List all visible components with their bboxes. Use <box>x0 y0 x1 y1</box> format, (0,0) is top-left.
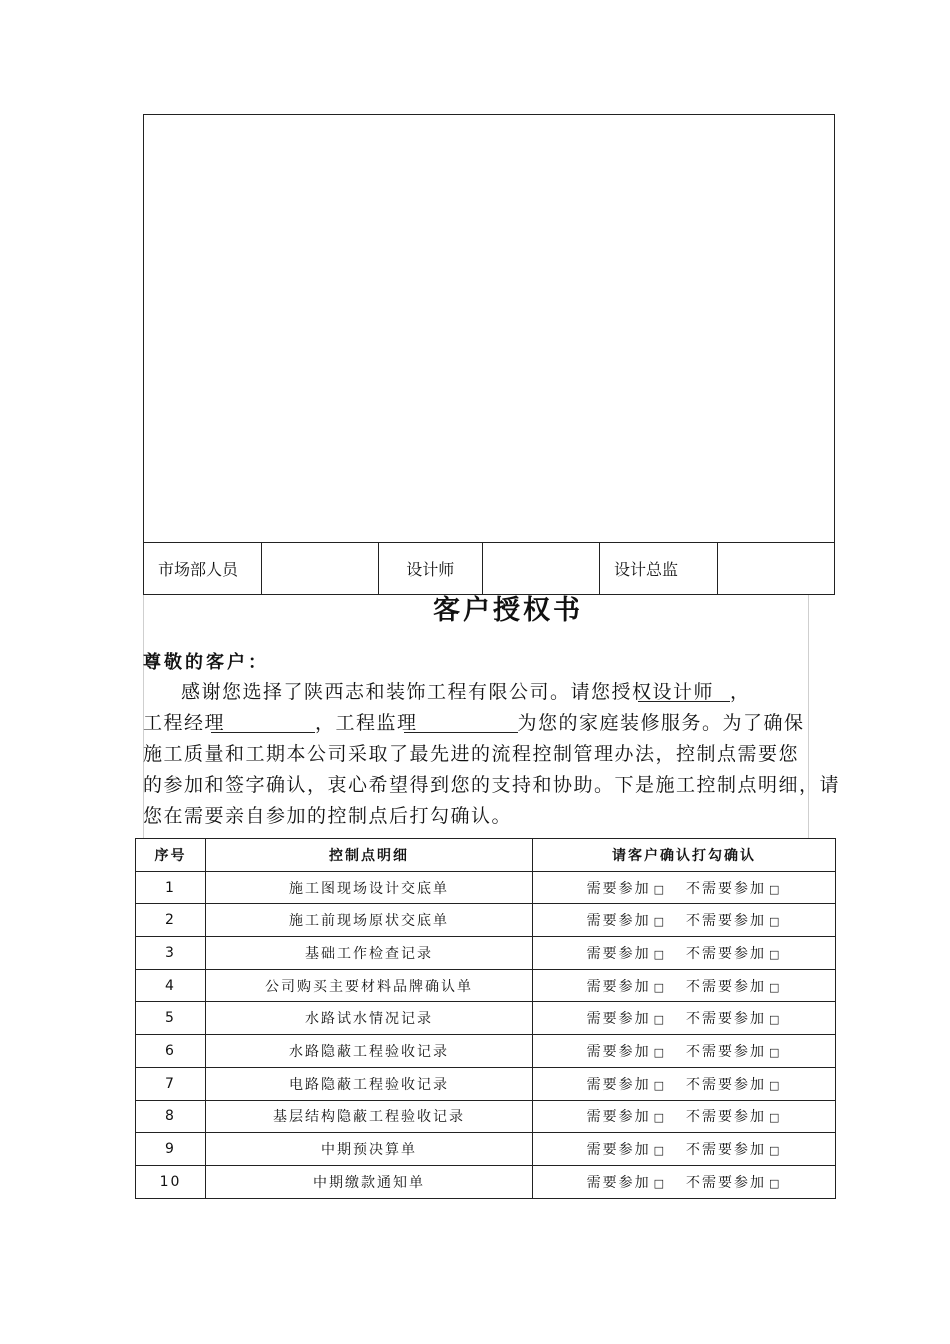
letter-line-4: 的参加和签字确认，衷心希望得到您的支持和协助。下是施工控制点明细，请 <box>143 774 841 796</box>
letter-line-2-b: ，工程监理 <box>315 712 418 734</box>
no-need-attend-label: 不需要参加 <box>686 1043 766 1060</box>
design-frame-box <box>143 114 835 595</box>
row-seq: 8 <box>136 1100 206 1133</box>
letter-line-2-c: 为您的家庭装修服务。为了确保 <box>517 712 805 734</box>
need-attend-label: 需要参加 <box>586 880 651 897</box>
no-need-attend-label: 不需要参加 <box>686 1076 766 1093</box>
no-need-attend-checkbox[interactable]: □ <box>769 1078 782 1092</box>
no-need-attend-label: 不需要参加 <box>686 1109 766 1126</box>
marketing-staff-label: 市场部人员 <box>144 543 262 594</box>
no-need-attend-label: 不需要参加 <box>686 880 766 897</box>
row-seq: 9 <box>136 1133 206 1166</box>
letter-line-3: 施工质量和工期本公司采取了最先进的流程控制管理办法，控制点需要您 <box>143 743 800 765</box>
need-attend-label: 需要参加 <box>586 978 651 995</box>
no-need-attend-option[interactable] <box>686 976 781 996</box>
row-confirm <box>533 1133 836 1166</box>
row-confirm <box>533 969 836 1002</box>
signature-row <box>144 542 834 594</box>
need-attend-option[interactable] <box>587 1106 666 1126</box>
table-row <box>136 904 836 937</box>
row-confirm <box>533 937 836 970</box>
row-item: 基层结构隐蔽工程验收记录 <box>206 1100 533 1133</box>
no-need-attend-checkbox[interactable]: □ <box>769 1144 782 1158</box>
need-attend-label: 需要参加 <box>586 1142 651 1159</box>
table-row <box>136 969 836 1002</box>
need-attend-option[interactable] <box>587 1008 666 1028</box>
row-seq: 2 <box>136 904 206 937</box>
no-need-attend-option[interactable] <box>686 943 781 963</box>
need-attend-checkbox[interactable]: □ <box>653 882 666 896</box>
row-item: 施工前现场原状交底单 <box>206 904 533 937</box>
row-confirm <box>533 1002 836 1035</box>
letter-line-1 <box>143 677 849 708</box>
row-seq: 1 <box>136 871 206 904</box>
row-item: 水路试水情况记录 <box>206 1002 533 1035</box>
row-item: 施工图现场设计交底单 <box>206 871 533 904</box>
table-row <box>136 871 836 904</box>
greeting: 尊敬的客户： <box>143 652 269 673</box>
no-need-attend-checkbox[interactable]: □ <box>769 1013 782 1027</box>
designer-name-blank[interactable] <box>638 681 730 702</box>
row-confirm <box>533 904 836 937</box>
table-row <box>136 937 836 970</box>
row-confirm <box>533 1035 836 1068</box>
header-seq: 序号 <box>136 839 206 872</box>
letter-line-2-a: 工程经理 <box>143 712 226 734</box>
need-attend-option[interactable] <box>587 943 666 963</box>
no-need-attend-checkbox[interactable]: □ <box>769 1045 782 1059</box>
need-attend-option[interactable] <box>587 1172 666 1192</box>
no-need-attend-option[interactable] <box>686 1172 781 1192</box>
need-attend-option[interactable] <box>587 910 666 930</box>
row-confirm <box>533 1067 836 1100</box>
no-need-attend-checkbox[interactable]: □ <box>769 947 782 961</box>
no-need-attend-option[interactable] <box>686 1008 781 1028</box>
letter-line-2 <box>143 708 849 739</box>
no-need-attend-label: 不需要参加 <box>686 1174 766 1191</box>
supervisor-blank[interactable] <box>404 712 518 733</box>
no-need-attend-checkbox[interactable]: □ <box>769 1111 782 1125</box>
need-attend-label: 需要参加 <box>586 913 651 930</box>
need-attend-checkbox[interactable]: □ <box>653 915 666 929</box>
row-seq: 7 <box>136 1067 206 1100</box>
no-need-attend-label: 不需要参加 <box>686 978 766 995</box>
page-title: 客户授权书 <box>433 595 583 626</box>
need-attend-label: 需要参加 <box>586 1043 651 1060</box>
marketing-staff-signature-field[interactable] <box>262 543 380 594</box>
need-attend-checkbox[interactable]: □ <box>653 980 666 994</box>
need-attend-label: 需要参加 <box>586 945 651 962</box>
need-attend-checkbox[interactable]: □ <box>653 1111 666 1125</box>
need-attend-option[interactable] <box>587 878 666 898</box>
row-item: 中期预决算单 <box>206 1133 533 1166</box>
no-need-attend-checkbox[interactable]: □ <box>769 1176 782 1190</box>
row-item: 公司购买主要材料品牌确认单 <box>206 969 533 1002</box>
row-confirm <box>533 1100 836 1133</box>
need-attend-checkbox[interactable]: □ <box>653 1045 666 1059</box>
designer-signature-field[interactable] <box>483 543 601 594</box>
row-seq: 3 <box>136 937 206 970</box>
row-item: 基础工作检查记录 <box>206 937 533 970</box>
letter-line-5: 您在需要亲自参加的控制点后打勾确认。 <box>143 805 513 827</box>
table-row <box>136 1100 836 1133</box>
table-row <box>136 1165 836 1198</box>
row-item: 中期缴款通知单 <box>206 1165 533 1198</box>
need-attend-checkbox[interactable]: □ <box>653 1144 666 1158</box>
no-need-attend-checkbox[interactable]: □ <box>769 980 782 994</box>
need-attend-label: 需要参加 <box>586 1109 651 1126</box>
row-seq: 6 <box>136 1035 206 1068</box>
row-item: 水路隐蔽工程验收记录 <box>206 1035 533 1068</box>
row-item: 电路隐蔽工程验收记录 <box>206 1067 533 1100</box>
row-seq: 10 <box>136 1165 206 1198</box>
letter-line-1-end: ， <box>730 681 751 703</box>
design-director-label: 设计总监 <box>600 543 718 594</box>
need-attend-label: 需要参加 <box>586 1174 651 1191</box>
row-confirm <box>533 1165 836 1198</box>
letter-line-1-text: 感谢您选择了陕西志和装饰工程有限公司。请您授权设计师 <box>181 681 715 703</box>
no-need-attend-option[interactable] <box>686 1139 781 1159</box>
no-need-attend-option[interactable] <box>686 1041 781 1061</box>
need-attend-option[interactable] <box>587 1074 666 1094</box>
no-need-attend-label: 不需要参加 <box>686 945 766 962</box>
need-attend-checkbox[interactable]: □ <box>653 1078 666 1092</box>
header-item: 控制点明细 <box>206 839 533 872</box>
no-need-attend-label: 不需要参加 <box>686 1142 766 1159</box>
table-row <box>136 1133 836 1166</box>
header-confirm: 请客户确认打勾确认 <box>533 839 836 872</box>
control-points-table <box>135 838 836 1199</box>
row-confirm <box>533 871 836 904</box>
row-seq: 4 <box>136 969 206 1002</box>
need-attend-option[interactable] <box>587 1041 666 1061</box>
design-director-signature-field[interactable] <box>718 543 835 594</box>
no-need-attend-option[interactable] <box>686 1106 781 1126</box>
no-need-attend-checkbox[interactable]: □ <box>769 915 782 929</box>
no-need-attend-checkbox[interactable]: □ <box>769 882 782 896</box>
table-row <box>136 1002 836 1035</box>
no-need-attend-option[interactable] <box>686 910 781 930</box>
need-attend-option[interactable] <box>587 976 666 996</box>
need-attend-label: 需要参加 <box>586 1011 651 1028</box>
table-row <box>136 1035 836 1068</box>
row-seq: 5 <box>136 1002 206 1035</box>
no-need-attend-label: 不需要参加 <box>686 1011 766 1028</box>
no-need-attend-option[interactable] <box>686 878 781 898</box>
no-need-attend-option[interactable] <box>686 1074 781 1094</box>
need-attend-checkbox[interactable]: □ <box>653 1013 666 1027</box>
need-attend-checkbox[interactable]: □ <box>653 1176 666 1190</box>
project-manager-blank[interactable] <box>211 712 315 733</box>
need-attend-checkbox[interactable]: □ <box>653 947 666 961</box>
designer-label: 设计师 <box>379 543 483 594</box>
need-attend-label: 需要参加 <box>586 1076 651 1093</box>
no-need-attend-label: 不需要参加 <box>686 913 766 930</box>
table-row <box>136 1067 836 1100</box>
need-attend-option[interactable] <box>587 1139 666 1159</box>
table-header-row <box>136 839 836 872</box>
